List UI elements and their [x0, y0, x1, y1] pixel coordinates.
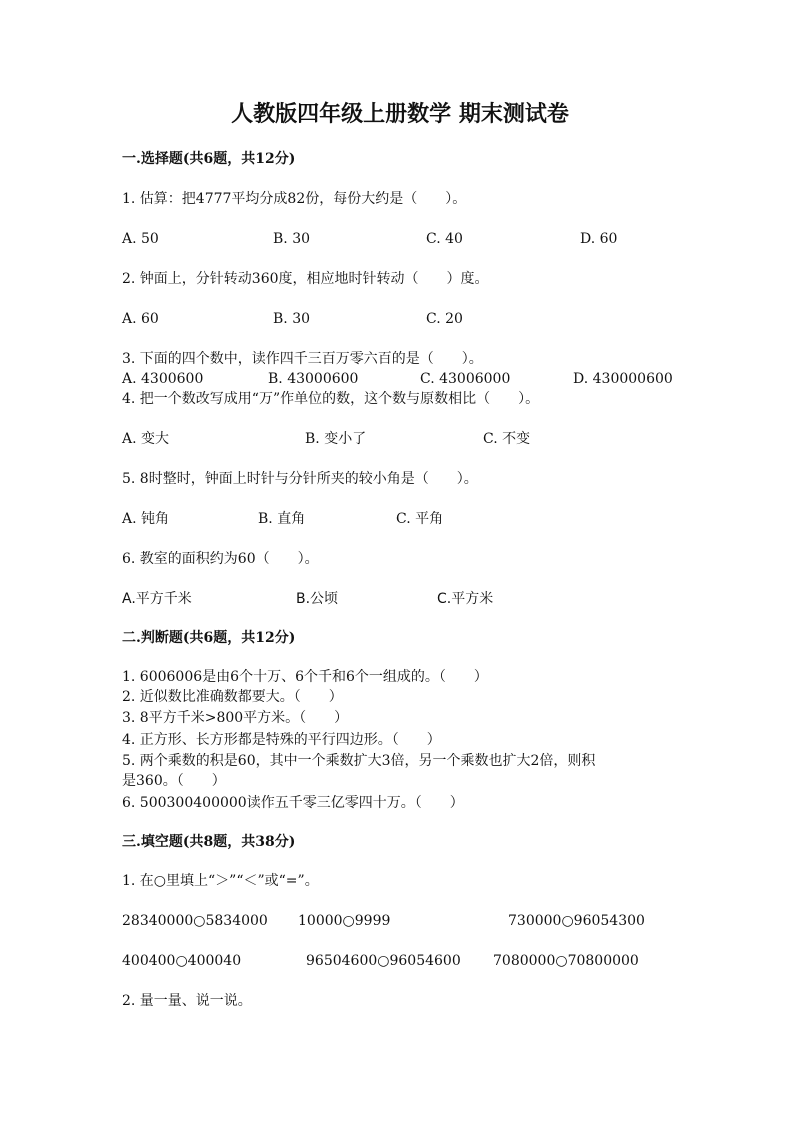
- option-b: B. 30: [273, 231, 311, 247]
- compare-item: 7080000○70800000: [493, 953, 639, 969]
- section-heading-choice: 一.选择题(共6题，共12分): [122, 151, 296, 167]
- option-b: B. 直角: [258, 511, 306, 527]
- fill-question: 2. 量一量、说一说。: [122, 993, 252, 1009]
- option-a: A. 50: [122, 231, 159, 247]
- option-b: B. 43000600: [268, 371, 359, 387]
- option-a: A. 钝角: [122, 511, 170, 527]
- option-c: C. 20: [426, 311, 463, 327]
- judge-line: 6. 500300400000读作五千零三亿零四十万。（ ）: [122, 795, 464, 811]
- section-heading-judge: 二.判断题(共6题，共12分): [122, 630, 296, 646]
- compare-item: 400400○400040: [122, 953, 242, 969]
- option-b: B. 变小了: [305, 431, 367, 447]
- judge-line: 2. 近似数比准确数都要大。（ ）: [122, 689, 343, 705]
- section-heading-fill: 三.填空题(共8题，共38分): [122, 834, 296, 850]
- question-stem: 5. 8时整时，钟面上时针与分针所夹的较小角是（ ）。: [122, 471, 478, 487]
- judge-line: 4. 正方形、长方形都是特殊的平行四边形。（ ）: [122, 732, 441, 748]
- question-stem: 1. 估算：把4777平均分成82份，每份大约是（ ）。: [122, 191, 467, 207]
- option-b: B.公顷: [296, 591, 339, 607]
- judge-line: 是360。（ ）: [122, 773, 226, 789]
- fill-question: 1. 在○里填上“＞”“＜”或“=”。: [122, 873, 319, 889]
- compare-item: 730000○96054300: [508, 913, 645, 929]
- option-a: A.平方千米: [122, 591, 192, 607]
- option-d: D. 60: [580, 231, 618, 247]
- option-c: C. 40: [426, 231, 463, 247]
- option-a: A. 4300600: [122, 371, 204, 387]
- option-a: A. 60: [122, 311, 159, 327]
- option-d: D. 430000600: [573, 371, 673, 387]
- option-c: C.平方米: [437, 591, 494, 607]
- option-b: B. 30: [273, 311, 311, 327]
- compare-item: 10000○9999: [298, 913, 391, 929]
- question-stem: 3. 下面的四个数中，读作四千三百万零六百的是（ ）。: [122, 351, 483, 367]
- option-c: C. 43006000: [420, 371, 511, 387]
- compare-item: 28340000○5834000: [122, 913, 268, 929]
- option-a: A. 变大: [122, 431, 170, 447]
- compare-item: 96504600○96054600: [306, 953, 461, 969]
- option-c: C. 平角: [396, 511, 444, 527]
- judge-line: 3. 8平方千米>800平方米。（ ）: [122, 710, 349, 726]
- judge-line: 1. 6006006是由6个十万、6个千和6个一组成的。（ ）: [122, 669, 488, 685]
- option-c: C. 不变: [483, 431, 531, 447]
- question-stem: 4. 把一个数改写成用“万”作单位的数，这个数与原数相比（ ）。: [122, 391, 540, 407]
- question-stem: 6. 教室的面积约为60（ ）。: [122, 551, 319, 567]
- question-stem: 2. 钟面上，分针转动360度，相应地时针转动（ ）度。: [122, 271, 489, 287]
- judge-line: 5. 两个乘数的积是60，其中一个乘数扩大3倍，另一个乘数也扩大2倍，则积: [122, 753, 596, 769]
- page-title: 人教版四年级上册数学 期末测试卷: [231, 101, 569, 127]
